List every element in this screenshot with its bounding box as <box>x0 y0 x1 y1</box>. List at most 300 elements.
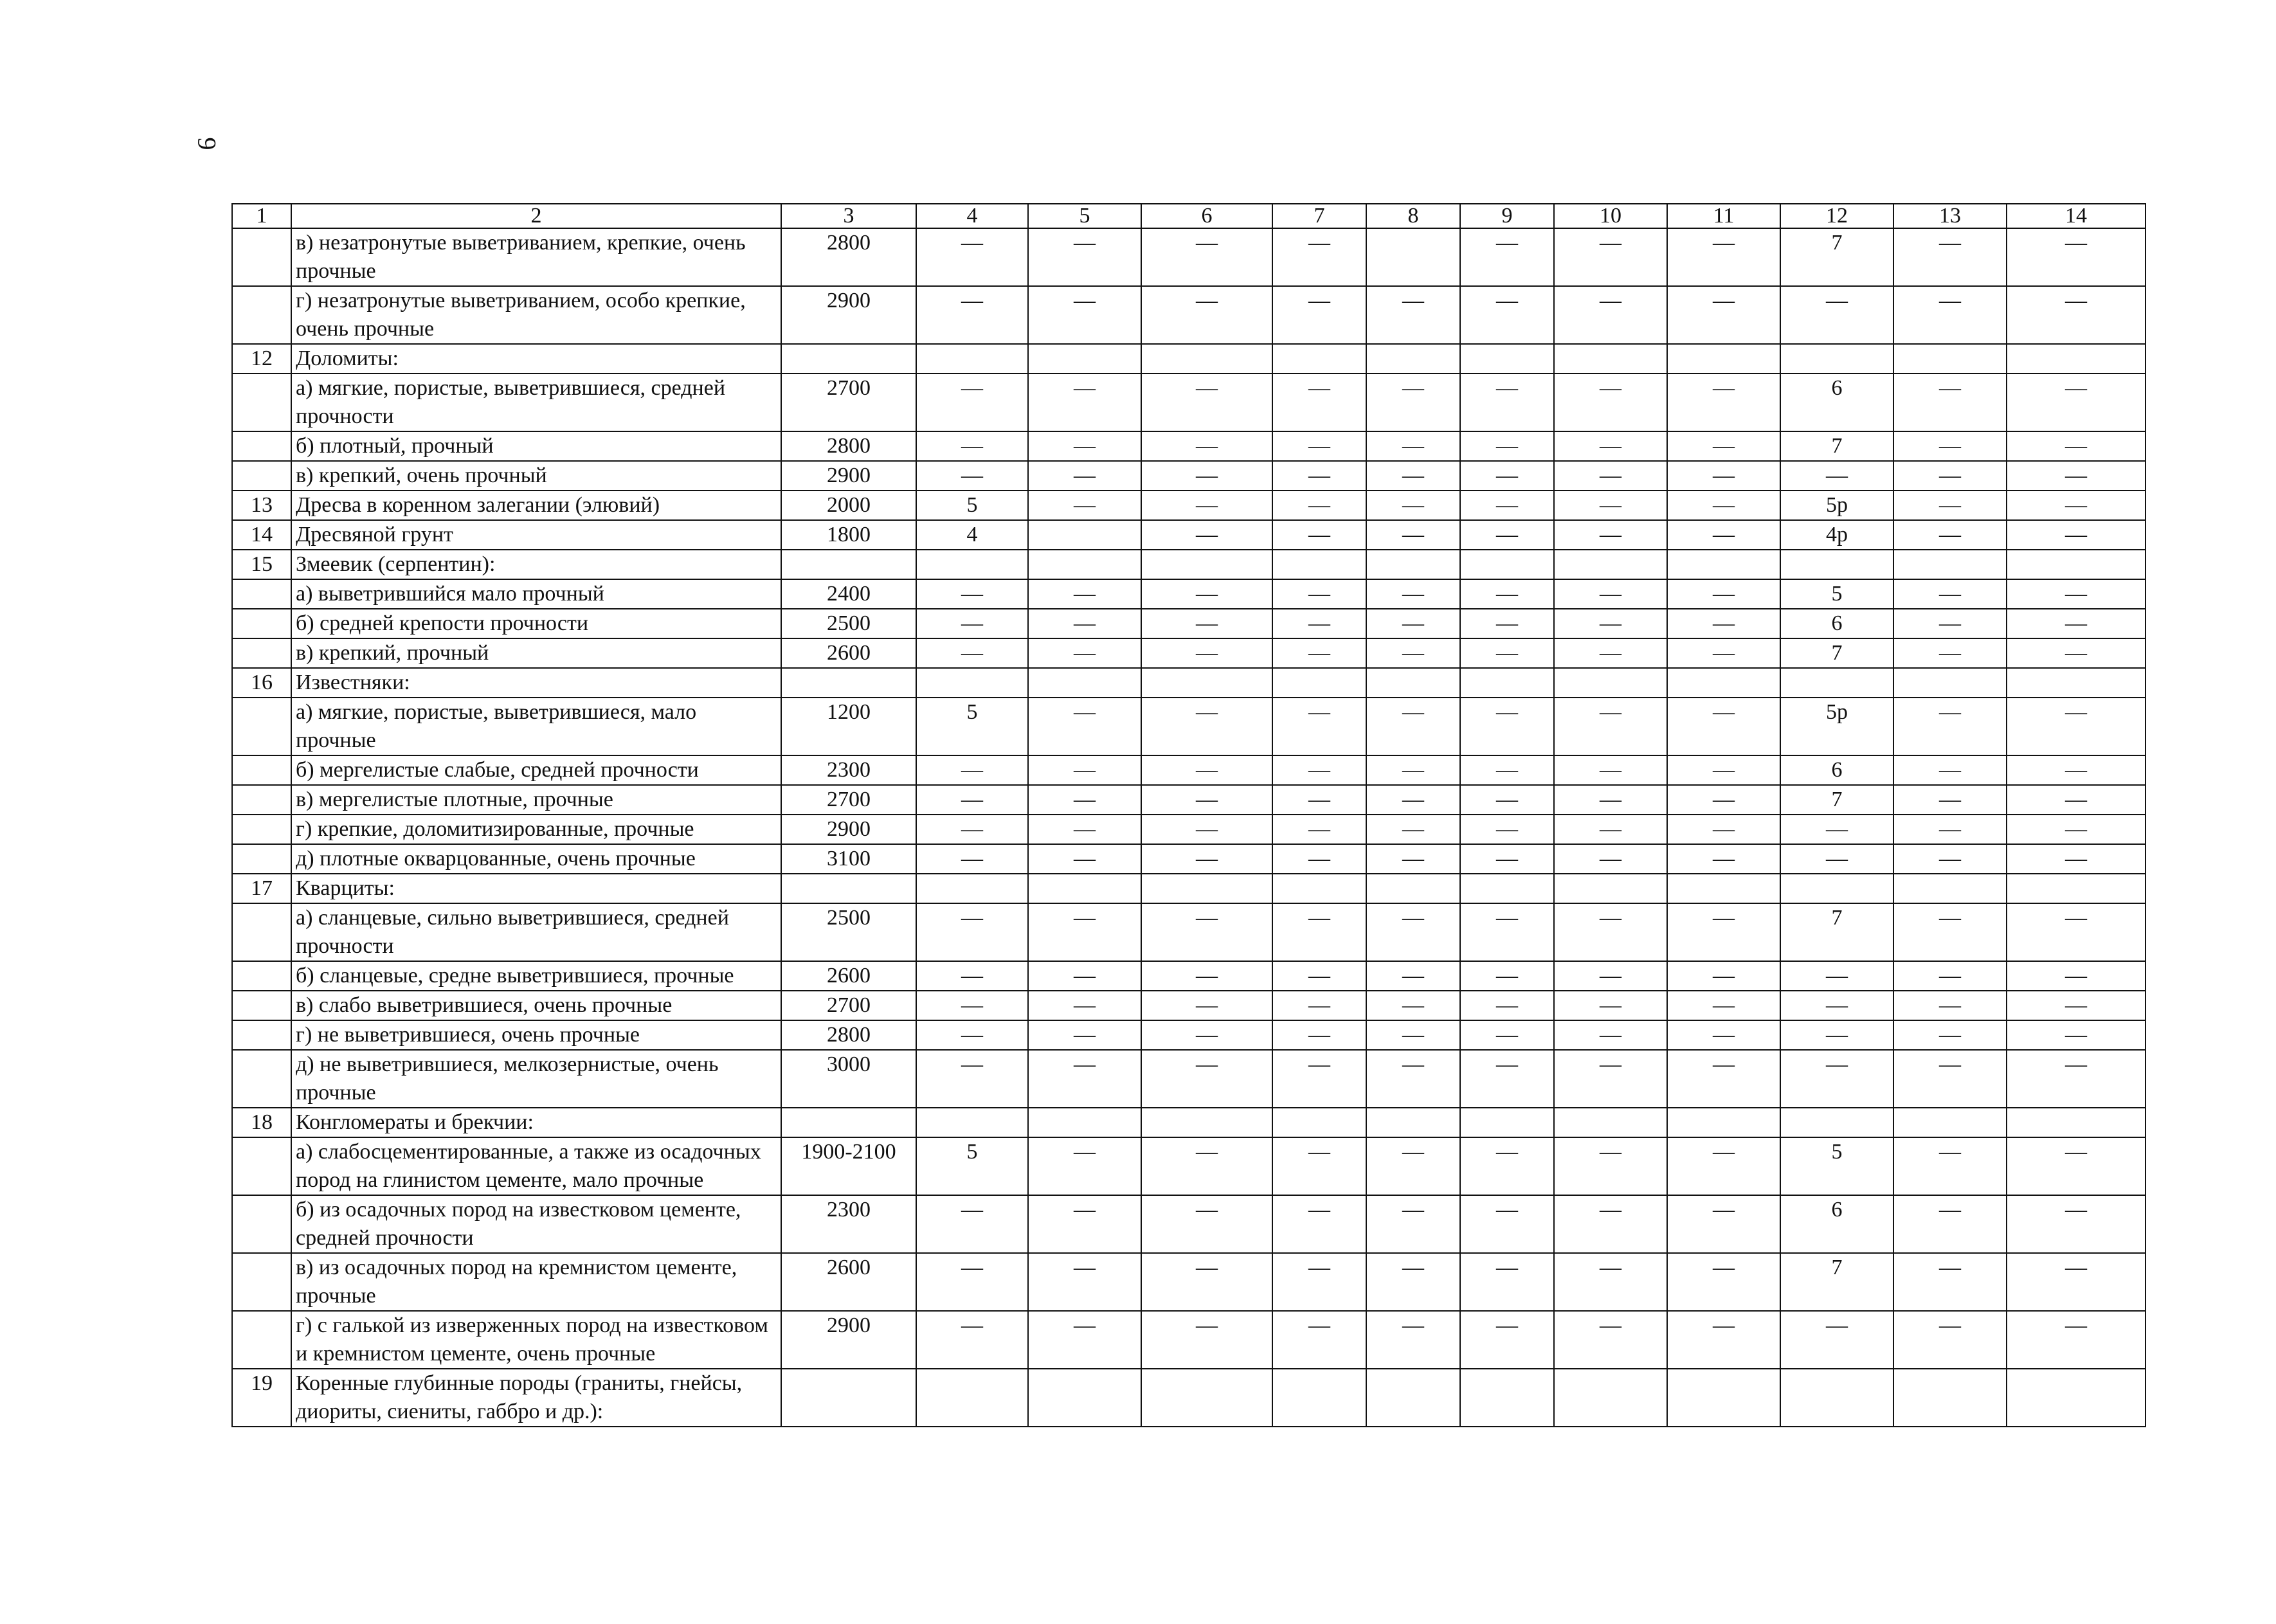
value-cell-col-10: — <box>1554 1137 1667 1195</box>
value-cell-col-6: — <box>1141 1253 1272 1311</box>
row-number-cell <box>232 698 291 755</box>
value-cell-col-13: — <box>1893 698 2007 755</box>
value-cell-col-5: — <box>1028 961 1141 991</box>
value-cell-col-6 <box>1141 550 1272 579</box>
value-cell-col-10: — <box>1554 374 1667 431</box>
value-cell-col-10: — <box>1554 1253 1667 1311</box>
value-cell-col-9: — <box>1460 698 1554 755</box>
value-cell-col-10: — <box>1554 461 1667 491</box>
value-cell-col-4: 5 <box>916 698 1028 755</box>
value-cell-col-8 <box>1366 550 1460 579</box>
density-cell: 2500 <box>781 609 916 638</box>
value-cell-col-13: — <box>1893 374 2007 431</box>
value-cell-col-10: — <box>1554 638 1667 668</box>
value-cell-col-14: — <box>2007 698 2145 755</box>
value-cell-col-14: — <box>2007 1195 2145 1253</box>
value-cell-col-4: — <box>916 755 1028 785</box>
value-cell-col-7 <box>1272 550 1366 579</box>
value-cell-col-14: — <box>2007 755 2145 785</box>
row-number-cell <box>232 431 291 461</box>
table-row <box>232 785 2145 815</box>
value-cell-col-5: — <box>1028 431 1141 461</box>
rock-name-cell: б) средней крепости прочности <box>291 609 781 638</box>
value-cell-col-5 <box>1028 344 1141 374</box>
value-cell-col-6: — <box>1141 374 1272 431</box>
rock-name-cell: г) незатронутые выветриванием, особо крепкие, очень прочные <box>291 286 781 344</box>
value-cell-col-11: — <box>1667 1050 1780 1108</box>
value-cell-col-5: — <box>1028 491 1141 520</box>
value-cell-col-14: — <box>2007 844 2145 874</box>
value-cell-col-7: — <box>1272 1311 1366 1369</box>
value-cell-col-5: — <box>1028 1020 1141 1050</box>
density-cell <box>781 1108 916 1137</box>
value-cell-col-9 <box>1460 1369 1554 1427</box>
row-number-cell: 12 <box>232 344 291 374</box>
value-cell-col-8 <box>1366 874 1460 903</box>
value-cell-col-14: — <box>2007 228 2145 286</box>
value-cell-col-14: — <box>2007 785 2145 815</box>
value-cell-col-13: — <box>1893 1137 2007 1195</box>
value-cell-col-14: — <box>2007 1050 2145 1108</box>
value-cell-col-12: — <box>1780 991 1893 1020</box>
value-cell-col-8: — <box>1366 431 1460 461</box>
value-cell-col-12: 5р <box>1780 491 1893 520</box>
value-cell-col-4: — <box>916 1020 1028 1050</box>
value-cell-col-7: — <box>1272 491 1366 520</box>
value-cell-col-4 <box>916 344 1028 374</box>
table-row <box>232 1108 2145 1137</box>
value-cell-col-11: — <box>1667 903 1780 961</box>
value-cell-col-7: — <box>1272 698 1366 755</box>
value-cell-col-9: — <box>1460 991 1554 1020</box>
value-cell-col-11: — <box>1667 609 1780 638</box>
value-cell-col-8: — <box>1366 579 1460 609</box>
value-cell-col-4: 5 <box>916 1137 1028 1195</box>
value-cell-col-4: — <box>916 579 1028 609</box>
value-cell-col-10 <box>1554 344 1667 374</box>
value-cell-col-5 <box>1028 520 1141 550</box>
value-cell-col-7: — <box>1272 520 1366 550</box>
value-cell-col-14: — <box>2007 431 2145 461</box>
value-cell-col-13: — <box>1893 461 2007 491</box>
rock-name-cell: а) слабосцементированные, а также из осадочных пород на глинистом цементе, мало прочные <box>291 1137 781 1195</box>
value-cell-col-8 <box>1366 344 1460 374</box>
value-cell-col-4: — <box>916 1311 1028 1369</box>
value-cell-col-10: — <box>1554 1195 1667 1253</box>
value-cell-col-5: — <box>1028 228 1141 286</box>
value-cell-col-11: — <box>1667 638 1780 668</box>
rock-name-cell: б) мергелистые слабые, средней прочности <box>291 755 781 785</box>
value-cell-col-5: — <box>1028 785 1141 815</box>
value-cell-col-6: — <box>1141 991 1272 1020</box>
value-cell-col-8: — <box>1366 638 1460 668</box>
value-cell-col-5: — <box>1028 1195 1141 1253</box>
column-header-7: 7 <box>1272 204 1366 228</box>
table-row <box>232 638 2145 668</box>
value-cell-col-8: — <box>1366 698 1460 755</box>
value-cell-col-11: — <box>1667 1195 1780 1253</box>
value-cell-col-11 <box>1667 344 1780 374</box>
value-cell-col-11: — <box>1667 815 1780 844</box>
rock-name-cell: б) из осадочных пород на известковом цементе, средней прочности <box>291 1195 781 1253</box>
value-cell-col-7: — <box>1272 1020 1366 1050</box>
density-cell <box>781 1369 916 1427</box>
value-cell-col-7: — <box>1272 431 1366 461</box>
value-cell-col-12 <box>1780 1369 1893 1427</box>
value-cell-col-7: — <box>1272 638 1366 668</box>
value-cell-col-10: — <box>1554 609 1667 638</box>
density-cell: 2400 <box>781 579 916 609</box>
rock-name-cell: в) крепкий, прочный <box>291 638 781 668</box>
value-cell-col-12: — <box>1780 844 1893 874</box>
density-cell <box>781 550 916 579</box>
value-cell-col-5: — <box>1028 698 1141 755</box>
value-cell-col-13: — <box>1893 785 2007 815</box>
column-header-10: 10 <box>1554 204 1667 228</box>
density-cell: 2900 <box>781 286 916 344</box>
rock-name-cell: д) не выветрившиеся, мелкозернистые, очень прочные <box>291 1050 781 1108</box>
value-cell-col-14: — <box>2007 815 2145 844</box>
value-cell-col-13: — <box>1893 1195 2007 1253</box>
value-cell-col-12: 6 <box>1780 609 1893 638</box>
row-number-cell <box>232 1020 291 1050</box>
value-cell-col-5 <box>1028 668 1141 698</box>
value-cell-col-12: — <box>1780 286 1893 344</box>
value-cell-col-11: — <box>1667 698 1780 755</box>
value-cell-col-5 <box>1028 1369 1141 1427</box>
value-cell-col-9: — <box>1460 431 1554 461</box>
value-cell-col-12 <box>1780 344 1893 374</box>
density-cell: 2800 <box>781 431 916 461</box>
value-cell-col-7: — <box>1272 461 1366 491</box>
value-cell-col-6: — <box>1141 638 1272 668</box>
value-cell-col-13 <box>1893 1369 2007 1427</box>
value-cell-col-4: — <box>916 1195 1028 1253</box>
value-cell-col-13: — <box>1893 579 2007 609</box>
table-row <box>232 1195 2145 1253</box>
row-number-cell <box>232 755 291 785</box>
value-cell-col-10: — <box>1554 1050 1667 1108</box>
value-cell-col-5 <box>1028 1108 1141 1137</box>
value-cell-col-11 <box>1667 1108 1780 1137</box>
value-cell-col-11: — <box>1667 785 1780 815</box>
value-cell-col-13: — <box>1893 520 2007 550</box>
table-row <box>232 550 2145 579</box>
density-cell <box>781 668 916 698</box>
value-cell-col-8: — <box>1366 1137 1460 1195</box>
value-cell-col-6 <box>1141 874 1272 903</box>
value-cell-col-14: — <box>2007 1253 2145 1311</box>
table-row <box>232 1137 2145 1195</box>
value-cell-col-10: — <box>1554 431 1667 461</box>
density-cell: 2500 <box>781 903 916 961</box>
header-row <box>232 204 2145 228</box>
value-cell-col-12 <box>1780 874 1893 903</box>
rock-name-cell: в) мергелистые плотные, прочные <box>291 785 781 815</box>
value-cell-col-4: — <box>916 815 1028 844</box>
value-cell-col-12: 6 <box>1780 1195 1893 1253</box>
rock-name-cell: в) крепкий, очень прочный <box>291 461 781 491</box>
value-cell-col-12: 7 <box>1780 228 1893 286</box>
value-cell-col-6 <box>1141 668 1272 698</box>
row-number-cell: 15 <box>232 550 291 579</box>
value-cell-col-5: — <box>1028 461 1141 491</box>
value-cell-col-5: — <box>1028 286 1141 344</box>
row-number-cell <box>232 844 291 874</box>
value-cell-col-8: — <box>1366 374 1460 431</box>
table-row <box>232 1050 2145 1108</box>
value-cell-col-9: — <box>1460 228 1554 286</box>
density-cell: 1800 <box>781 520 916 550</box>
row-number-cell <box>232 461 291 491</box>
value-cell-col-14: — <box>2007 991 2145 1020</box>
value-cell-col-14 <box>2007 344 2145 374</box>
value-cell-col-12: 7 <box>1780 638 1893 668</box>
value-cell-col-12: 5р <box>1780 698 1893 755</box>
value-cell-col-13: — <box>1893 1050 2007 1108</box>
table-row <box>232 374 2145 431</box>
value-cell-col-5: — <box>1028 1311 1141 1369</box>
rock-name-cell: в) слабо выветрившиеся, очень прочные <box>291 991 781 1020</box>
value-cell-col-6: — <box>1141 1020 1272 1050</box>
table-row <box>232 491 2145 520</box>
value-cell-col-13: — <box>1893 638 2007 668</box>
column-header-5: 5 <box>1028 204 1141 228</box>
value-cell-col-13: — <box>1893 755 2007 785</box>
value-cell-col-13: — <box>1893 903 2007 961</box>
value-cell-col-10: — <box>1554 286 1667 344</box>
value-cell-col-6: — <box>1141 698 1272 755</box>
value-cell-col-9: — <box>1460 491 1554 520</box>
value-cell-col-11: — <box>1667 520 1780 550</box>
value-cell-col-6 <box>1141 1108 1272 1137</box>
value-cell-col-4: — <box>916 461 1028 491</box>
row-number-cell <box>232 903 291 961</box>
rock-name-cell: а) выветрившийся мало прочный <box>291 579 781 609</box>
value-cell-col-9: — <box>1460 638 1554 668</box>
value-cell-col-9 <box>1460 668 1554 698</box>
value-cell-col-7: — <box>1272 228 1366 286</box>
column-header-6: 6 <box>1141 204 1272 228</box>
value-cell-col-7 <box>1272 1369 1366 1427</box>
row-number-cell <box>232 961 291 991</box>
value-cell-col-9: — <box>1460 903 1554 961</box>
rock-name-cell: Кварциты: <box>291 874 781 903</box>
value-cell-col-11: — <box>1667 374 1780 431</box>
value-cell-col-4: — <box>916 991 1028 1020</box>
value-cell-col-4: — <box>916 638 1028 668</box>
value-cell-col-10 <box>1554 550 1667 579</box>
value-cell-col-6 <box>1141 1369 1272 1427</box>
value-cell-col-6: — <box>1141 609 1272 638</box>
value-cell-col-12: — <box>1780 961 1893 991</box>
value-cell-col-14: — <box>2007 461 2145 491</box>
value-cell-col-6: — <box>1141 1311 1272 1369</box>
value-cell-col-5: — <box>1028 638 1141 668</box>
density-cell: 3100 <box>781 844 916 874</box>
table-row <box>232 991 2145 1020</box>
rock-name-cell: Доломиты: <box>291 344 781 374</box>
value-cell-col-11: — <box>1667 228 1780 286</box>
value-cell-col-6 <box>1141 344 1272 374</box>
value-cell-col-6: — <box>1141 286 1272 344</box>
page-number: 9 <box>192 137 222 150</box>
value-cell-col-7: — <box>1272 903 1366 961</box>
value-cell-col-13: — <box>1893 815 2007 844</box>
row-number-cell: 13 <box>232 491 291 520</box>
value-cell-col-6: — <box>1141 815 1272 844</box>
value-cell-col-12: 7 <box>1780 903 1893 961</box>
value-cell-col-6: — <box>1141 579 1272 609</box>
rock-name-cell: в) из осадочных пород на кремнистом цементе, прочные <box>291 1253 781 1311</box>
value-cell-col-6: — <box>1141 461 1272 491</box>
density-cell: 2800 <box>781 228 916 286</box>
value-cell-col-7: — <box>1272 1050 1366 1108</box>
value-cell-col-8: — <box>1366 1195 1460 1253</box>
value-cell-col-12: 6 <box>1780 755 1893 785</box>
value-cell-col-10: — <box>1554 520 1667 550</box>
value-cell-col-14: — <box>2007 1137 2145 1195</box>
value-cell-col-13: — <box>1893 431 2007 461</box>
table-row <box>232 1311 2145 1369</box>
value-cell-col-5: — <box>1028 755 1141 785</box>
value-cell-col-7: — <box>1272 374 1366 431</box>
table-row <box>232 844 2145 874</box>
table-row <box>232 874 2145 903</box>
value-cell-col-13: — <box>1893 228 2007 286</box>
rock-name-cell: Известняки: <box>291 668 781 698</box>
value-cell-col-5: — <box>1028 1137 1141 1195</box>
value-cell-col-12: — <box>1780 461 1893 491</box>
value-cell-col-6: — <box>1141 844 1272 874</box>
value-cell-col-11 <box>1667 550 1780 579</box>
table-row <box>232 698 2145 755</box>
row-number-cell <box>232 1311 291 1369</box>
table-row <box>232 815 2145 844</box>
value-cell-col-5: — <box>1028 903 1141 961</box>
value-cell-col-9: — <box>1460 579 1554 609</box>
value-cell-col-8: — <box>1366 1253 1460 1311</box>
value-cell-col-5: — <box>1028 579 1141 609</box>
row-number-cell <box>232 785 291 815</box>
value-cell-col-8: — <box>1366 844 1460 874</box>
table-row <box>232 520 2145 550</box>
value-cell-col-13: — <box>1893 844 2007 874</box>
table-row <box>232 903 2145 961</box>
density-cell: 2700 <box>781 374 916 431</box>
table-row <box>232 1253 2145 1311</box>
value-cell-col-14: — <box>2007 579 2145 609</box>
value-cell-col-13: — <box>1893 1311 2007 1369</box>
value-cell-col-4: — <box>916 609 1028 638</box>
value-cell-col-11: — <box>1667 1311 1780 1369</box>
value-cell-col-9 <box>1460 344 1554 374</box>
value-cell-col-6: — <box>1141 785 1272 815</box>
rock-name-cell: Дресва в коренном залегании (элювий) <box>291 491 781 520</box>
row-number-cell <box>232 815 291 844</box>
table-row <box>232 961 2145 991</box>
value-cell-col-13: — <box>1893 1020 2007 1050</box>
value-cell-col-9: — <box>1460 844 1554 874</box>
value-cell-col-4 <box>916 874 1028 903</box>
density-cell: 3000 <box>781 1050 916 1108</box>
value-cell-col-8: — <box>1366 1311 1460 1369</box>
row-number-cell <box>232 579 291 609</box>
value-cell-col-8 <box>1366 1108 1460 1137</box>
value-cell-col-14 <box>2007 1108 2145 1137</box>
rock-classification-table <box>231 203 2146 1427</box>
value-cell-col-9: — <box>1460 609 1554 638</box>
row-number-cell <box>232 638 291 668</box>
value-cell-col-14 <box>2007 550 2145 579</box>
row-number-cell: 14 <box>232 520 291 550</box>
row-number-cell <box>232 1195 291 1253</box>
row-number-cell: 16 <box>232 668 291 698</box>
value-cell-col-10 <box>1554 874 1667 903</box>
column-header-8: 8 <box>1366 204 1460 228</box>
value-cell-col-4: — <box>916 228 1028 286</box>
value-cell-col-14: — <box>2007 491 2145 520</box>
value-cell-col-7 <box>1272 668 1366 698</box>
value-cell-col-8: — <box>1366 520 1460 550</box>
value-cell-col-11: — <box>1667 755 1780 785</box>
rock-name-cell: г) не выветрившиеся, очень прочные <box>291 1020 781 1050</box>
value-cell-col-7: — <box>1272 579 1366 609</box>
value-cell-col-10 <box>1554 668 1667 698</box>
rock-name-cell: а) мягкие, пористые, выветрившиеся, мало прочные <box>291 698 781 755</box>
value-cell-col-10: — <box>1554 815 1667 844</box>
value-cell-col-13 <box>1893 550 2007 579</box>
value-cell-col-6: — <box>1141 520 1272 550</box>
value-cell-col-11: — <box>1667 1137 1780 1195</box>
row-number-cell: 18 <box>232 1108 291 1137</box>
rock-name-cell: а) сланцевые, сильно выветрившиеся, средней прочности <box>291 903 781 961</box>
value-cell-col-12: 7 <box>1780 431 1893 461</box>
value-cell-col-9: — <box>1460 961 1554 991</box>
rock-name-cell: Коренные глубинные породы (граниты, гнейсы, диориты, сиениты, габбро и др.): <box>291 1369 781 1427</box>
value-cell-col-4: — <box>916 844 1028 874</box>
table-row <box>232 609 2145 638</box>
table-row <box>232 755 2145 785</box>
density-cell: 2000 <box>781 491 916 520</box>
value-cell-col-5 <box>1028 550 1141 579</box>
value-cell-col-6: — <box>1141 961 1272 991</box>
value-cell-col-9 <box>1460 874 1554 903</box>
value-cell-col-8: — <box>1366 785 1460 815</box>
value-cell-col-8: — <box>1366 1020 1460 1050</box>
value-cell-col-10: — <box>1554 579 1667 609</box>
column-header-11: 11 <box>1667 204 1780 228</box>
value-cell-col-4 <box>916 1369 1028 1427</box>
row-number-cell: 19 <box>232 1369 291 1427</box>
rock-name-cell: Конгломераты и брекчии: <box>291 1108 781 1137</box>
value-cell-col-10: — <box>1554 1311 1667 1369</box>
row-number-cell <box>232 1137 291 1195</box>
density-cell: 1900-2100 <box>781 1137 916 1195</box>
value-cell-col-4: — <box>916 1253 1028 1311</box>
value-cell-col-11: — <box>1667 844 1780 874</box>
value-cell-col-7 <box>1272 874 1366 903</box>
value-cell-col-7 <box>1272 344 1366 374</box>
value-cell-col-12: 6 <box>1780 374 1893 431</box>
table-body <box>232 228 2145 1427</box>
value-cell-col-6: — <box>1141 755 1272 785</box>
value-cell-col-7: — <box>1272 286 1366 344</box>
value-cell-col-12: — <box>1780 815 1893 844</box>
value-cell-col-9: — <box>1460 1020 1554 1050</box>
value-cell-col-10: — <box>1554 844 1667 874</box>
value-cell-col-7: — <box>1272 609 1366 638</box>
